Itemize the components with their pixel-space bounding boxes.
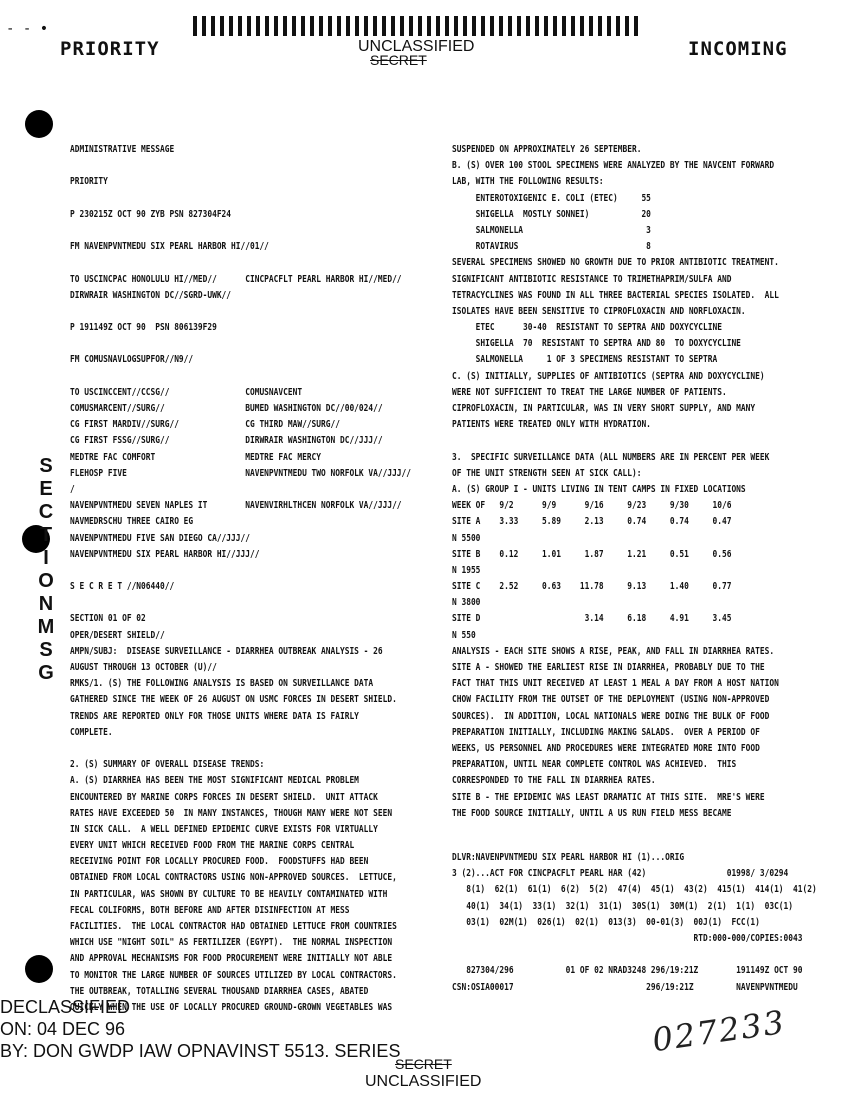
distribution-line: CSN:OSIA00017 296/19:21Z NAVENPVNTMEDU [452,981,798,993]
classification-bottom-struck: SECRET [395,1056,452,1072]
message-line: / [70,483,75,495]
message-line: ANALYSIS - EACH SITE SHOWS A RISE, PEAK, AND FALL IN DIARRHEA RATES. [452,645,775,657]
message-line: FM COMUSNAVLOGSUPFOR//N9// [70,354,194,366]
message-line: TETRACYCLINES WAS FOUND IN ALL THREE BACTERIAL SPECIES ISOLATED. ALL [452,289,779,301]
message-line: SHIGELLA MOSTLY SONNEI) 20 [452,208,651,220]
message-line: DIRWRAIR WASHINGTON DC//SGRD-UWK// [70,289,232,301]
distribution-line: DLVR:NAVENPVNTMEDU SIX PEARL HARBOR HI (1)...ORIG [452,852,685,863]
message-line: PATIENTS WERE TREATED ONLY WITH HYDRATION. [452,419,651,431]
corner-marks: - - • [6,21,49,37]
message-line: PREPARATION, UNTIL NEAR COMPLETE CONTROL WAS ACHIEVED. THIS [452,759,737,771]
message-line: SALMONELLA 3 [452,224,651,236]
message-line: FM NAVENPVNTMEDU SIX PEARL HARBOR HI//01// [70,241,269,253]
distribution-line: RTD:000-000/COPIES:0043 [452,932,803,944]
barcode-strip [193,16,643,36]
message-line: AND APPROVAL MECHANISMS FOR FOOD PROCUREMENT WERE INITIALLY NOT ABLE [70,953,393,965]
vertical-letter: E [39,478,53,500]
vertical-letter: G [38,662,54,684]
message-line: ENTEROTOXIGENIC E. COLI (ETEC) 55 [452,192,651,204]
message-line: SEVERAL SPECIMENS SHOWED NO GROWTH DUE TO PRIOR ANTIBIOTIC TREATMENT. [452,257,779,269]
message-left-column [70,142,411,1016]
vertical-letter: T [39,524,53,546]
declassified-date: ON: 04 DEC 96 [0,1019,126,1039]
message-line: NAVMEDRSCHU THREE CAIRO EG [70,516,194,528]
message-line: 2. (S) SUMMARY OF OVERALL DISEASE TRENDS: [70,759,265,771]
message-line: NAVENPVNTMEDU FIVE SAN DIEGO CA//JJJ// [70,532,250,544]
priority-label: PRIORITY [60,38,160,60]
message-line: COMPLETE. [70,726,113,738]
message-line: AMPN/SUBJ: DISEASE SURVEILLANCE - DIARRHEA OUTBREAK ANALYSIS - 26 [70,645,383,657]
message-line: SALMONELLA 1 OF 3 SPECIMENS RESISTANT TO SEPTRA [452,354,718,366]
message-line: IN PARTICULAR, WAS SHOWN BY CULTURE TO BE HEAVILY CONTAMINATED WITH [70,888,388,900]
distribution-line: 3 (2)...ACT FOR CINCPACFLT PEARL HAR (42) 01998/ 3/0294 [452,868,789,880]
message-line: P 191149Z OCT 90 PSN 806139F29 [70,322,217,334]
classification-top-struck: SECRET [370,52,427,68]
vertical-letter: S [39,639,53,661]
vertical-letter: N [38,593,54,615]
declassified-label: DECLASSIFIED [0,997,131,1017]
message-line: ISOLATES HAVE BEEN SENSITIVE TO CIPROFLOXACIN AND NORFLOXACIN. [452,305,746,317]
message-line: ADMINISTRATIVE MESSAGE [70,144,175,155]
message-line: NAVENPVNTMEDU SIX PEARL HARBOR HI//JJJ// [70,548,260,560]
message-line: WEEK OF 9/2 9/9 9/16 9/23 9/30 10/6 [452,500,732,512]
message-line: RECEIVING POINT FOR LOCALLY PROCURED FOOD. FOODSTUFFS HAD BEEN [70,856,369,868]
distribution-line: 827304/296 01 OF 02 NRAD3248 296/19:21Z 191149Z OCT 90 [452,965,803,977]
message-line: COMUSMARCENT//SURG// BUMED WASHINGTON DC//00/024// [70,403,383,414]
message-line: FACILITIES. THE LOCAL CONTRACTOR HAD OBTAINED LETTUCE FROM COUNTRIES [70,921,397,932]
message-line: LAB, WITH THE FOLLOWING RESULTS: [452,176,604,188]
message-line [70,158,411,174]
message-line: C. (S) INITIALLY, SUPPLIES OF ANTIBIOTICS (SEPTRA AND DOXYCYCLINE) [452,370,765,382]
message-right-column [452,142,779,822]
message-line: SIGNIFICANT ANTIBIOTIC RESISTANCE TO TRIMETHAPRIM/SULFA AND [452,273,732,285]
message-line: TO USCINCCENT//CCSG// COMUSNAVCENT [70,386,303,398]
message-line: MEDTRE FAC COMFORT MEDTRE FAC MERCY [70,451,322,463]
message-line: QUICKLY WHEN THE USE OF LOCALLY PROCURED GROUND-GROWN VEGETABLES WAS [70,1001,393,1013]
message-line: SITE C 2.52 0.63 11.78 9.13 1.40 0.77 [452,581,732,593]
message-line: SECTION 01 OF 02 [70,613,146,625]
vertical-letter: S [39,455,53,477]
message-line: N 550 [452,629,476,641]
message-line: OPER/DESERT SHIELD// [70,629,165,641]
message-line: SHIGELLA 70 RESISTANT TO SEPTRA AND 80 TO DOXYCYCLINE [452,338,741,350]
message-line: N 5500 [452,532,481,544]
punch-hole-top [25,110,53,138]
message-line: A. (S) DIARRHEA HAS BEEN THE MOST SIGNIFICANT MEDICAL PROBLEM [70,775,359,787]
message-line: OBTAINED FROM LOCAL CONTRACTORS USING NON-APPROVED SOURCES. LETTUCE, [70,872,397,884]
message-line: PREPARATION INITIALLY, INCLUDING MAKING SALADS. OVER A PERIOD OF [452,726,760,738]
message-line: CIPROFLOXACIN, IN PARTICULAR, WAS IN VERY SHORT SUPPLY, AND MANY [452,403,756,414]
vertical-letter: C [38,501,54,523]
message-line: RMKS/1. (S) THE FOLLOWING ANALYSIS IS BASED ON SURVEILLANCE DATA [70,678,374,690]
distribution-line: 40(1) 34(1) 33(1) 32(1) 31(1) 30S(1) 30M(1) 2(1) 1(1) 03C(1) [452,900,794,912]
message-line: OF THE UNIT STRENGTH SEEN AT SICK CALL): [452,467,642,479]
handwritten-number: 027233 [650,1002,789,1060]
message-line: ENCOUNTERED BY MARINE CORPS FORCES IN DESERT SHIELD. UNIT ATTACK [70,791,378,803]
message-line [70,191,411,207]
message-line: WHICH USE "NIGHT SOIL" AS FERTILIZER (EGYPT). THE NORMAL INSPECTION [70,937,393,949]
message-line: GATHERED SINCE THE WEEK OF 26 AUGUST ON USMC FORCES IN DESERT SHIELD. [70,694,397,706]
vertical-letter: O [38,570,54,592]
message-line [70,369,411,385]
message-line: ROTAVIRUS 8 [452,241,651,253]
distribution-block [452,850,817,996]
message-line: TO MONITOR THE LARGE NUMBER OF SOURCES UTILIZED BY LOCAL CONTRACTORS. [70,969,397,981]
vertical-letter: M [37,616,55,638]
vertical-letter: I [43,547,49,569]
message-line: FECAL COLIFORMS, BOTH BEFORE AND AFTER DISINFECTION AT MESS [70,904,350,916]
message-line: CG FIRST FSSG//SURG// DIRWRAIR WASHINGTON DC//JJJ// [70,435,383,447]
message-line [70,304,411,320]
message-line: SITE B 0.12 1.01 1.87 1.21 0.51 0.56 [452,548,732,560]
message-line [70,595,411,611]
message-line: CORRESPONDED TO THE FALL IN DIARRHEA RATES. [452,775,656,787]
distribution-line [452,947,817,963]
message-line: SITE D 3.14 6.18 4.91 3.45 [452,613,732,625]
message-line: SITE A 3.33 5.89 2.13 0.74 0.74 0.47 [452,516,732,528]
message-line: B. (S) OVER 100 STOOL SPECIMENS WERE ANALYZED BY THE NAVCENT FORWARD [452,160,775,172]
message-line: PRIORITY [70,176,108,188]
message-line: SITE B - THE EPIDEMIC WAS LEAST DRAMATIC AT THIS SITE. MRE'S WERE [452,791,765,803]
classification-bottom: UNCLASSIFIED [365,1073,482,1090]
message-line [70,741,411,757]
message-line [70,223,411,239]
message-line: ETEC 30-40 RESISTANT TO SEPTRA AND DOXYCYCLINE [452,322,722,334]
message-line: SITE A - SHOWED THE EARLIEST RISE IN DIARRHEA, PROBABLY DUE TO THE [452,662,765,673]
message-line: 3. SPECIFIC SURVEILLANCE DATA (ALL NUMBERS ARE IN PERCENT PER WEEK [452,451,770,463]
punch-hole-bottom [25,955,53,983]
message-line: WERE NOT SUFFICIENT TO TREAT THE LARGE NUMBER OF PATIENTS. [452,386,727,398]
message-line: CG FIRST MARDIV//SURG// CG THIRD MAW//SURG// [70,419,340,431]
message-line [452,433,779,449]
message-line: TO USCINCPAC HONOLULU HI//MED// CINCPACFLT PEARL HARBOR HI//MED// [70,273,402,285]
message-line [70,336,411,352]
message-line: N 1955 [452,564,481,576]
message-line: N 3800 [452,597,481,609]
message-line: WEEKS, US PERSONNEL AND PROCEDURES WERE INTEGRATED MORE INTO FOOD [452,742,760,754]
message-line: CHOW FACILITY FROM THE OUTSET OF THE DEPLOYMENT (USING NON-APPROVED [452,694,770,706]
message-line: EVERY UNIT WHICH RECEIVED FOOD FROM THE MARINE CORPS CENTRAL [70,840,355,852]
message-line: RATES HAVE EXCEEDED 50 IN MANY INSTANCES, THOUGH MANY WERE NOT SEEN [70,807,393,819]
message-line: FLEHOSP FIVE NAVENPVNTMEDU TWO NORFOLK VA//JJJ// [70,467,412,479]
message-line: P 230215Z OCT 90 ZYB PSN 827304F24 [70,208,232,220]
classification-top: UNCLASSIFIED [358,38,475,55]
message-line [70,563,411,579]
message-line: A. (S) GROUP I - UNITS LIVING IN TENT CAMPS IN FIXED LOCATIONS [452,483,746,495]
message-line: AUGUST THROUGH 13 OCTOBER (U)// [70,662,217,673]
declassified-authority: BY: DON GWDP IAW OPNAVINST 5513. SERIES [0,1041,401,1061]
distribution-line: 8(1) 62(1) 61(1) 6(2) 5(2) 47(4) 45(1) 43(2) 415(1) 414(1) 41(2) [452,884,817,896]
message-line [70,255,411,271]
message-line: IN SICK CALL. A WELL DEFINED EPIDEMIC CURVE EXISTS FOR VIRTUALLY [70,823,378,835]
message-line: TRENDS ARE REPORTED ONLY FOR THOSE UNITS WHERE DATA IS FAIRLY [70,710,359,722]
message-line: SUSPENDED ON APPROXIMATELY 26 SEPTEMBER. [452,144,642,155]
incoming-label: INCOMING [688,38,788,60]
message-line: SOURCES). IN ADDITION, LOCAL NATIONALS WERE DOING THE BULK OF FOOD [452,710,770,722]
message-line: S E C R E T //N06440// [70,581,175,593]
message-line: FACT THAT THIS UNIT RECEIVED AT LEAST 1 MEAL A DAY FROM A HOST NATION [452,678,779,690]
vertical-section-label [36,455,56,685]
message-line: THE FOOD SOURCE INITIALLY, UNTIL A US RUN FIELD MESS BECAME [452,807,732,819]
message-line: THE OUTBREAK, TOTALLING SEVERAL THOUSAND DIARRHEA CASES, ABATED [70,985,369,997]
message-line: NAVENPVNTMEDU SEVEN NAPLES IT NAVENVIRHLTHCEN NORFOLK VA//JJJ// [70,500,402,512]
distribution-line: 03(1) 02M(1) 026(1) 02(1) 013(3) 00-01(3) 00J(1) FCC(1) [452,916,760,928]
